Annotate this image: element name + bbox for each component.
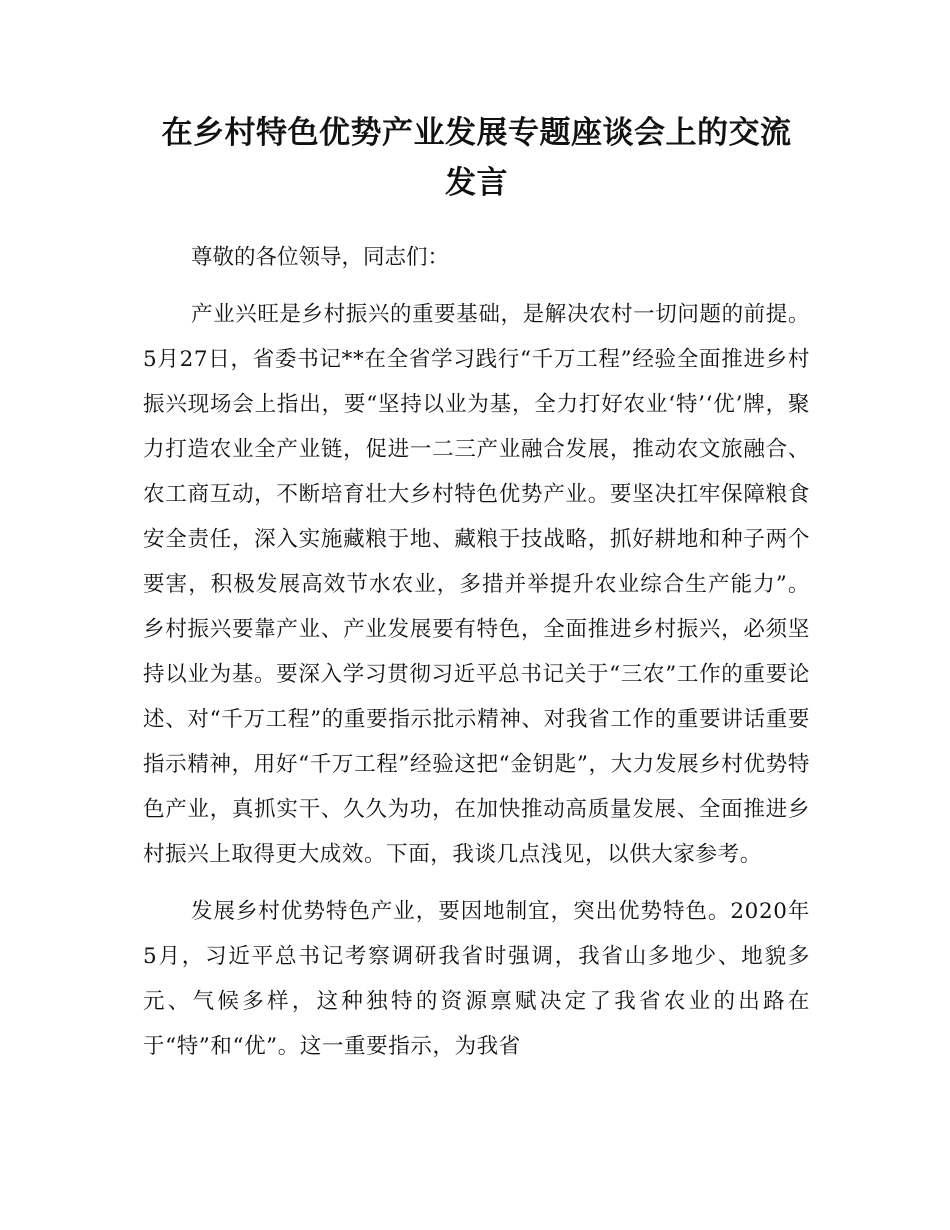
salutation: 尊敬的各位领导，同志们： [191, 245, 450, 270]
title-line-2: 发言 [445, 165, 508, 201]
document-title [143, 108, 810, 208]
body-paragraph-2: 发展乡村优势特色产业，要因地制宜，突出优势特色。2020年5月，习近平总书记考察调研我省时强调，我省山多地少、地貌多元、气候多样，这种独特的资源禀赋决定了我省农业的出路在于“特”和“优”。这一重要指示，为我省 [143, 899, 810, 1059]
body-paragraph-1: 产业兴旺是乡村振兴的重要基础，是解决农村一切问题的前提。5月27日，省委书记**在全省学习践行“千万工程”经验全面推进乡村振兴现场会上指出，要“坚持以业为基，全力打好农业‘特’‘优’牌，聚力打造农业全产业链，促进一二三产业融合发展，推动农文旅融合、农工商互动，不断培育壮大乡村特色优势产业。要坚决扛牢保障粮食安全责任，深入实施藏粮于地、藏粮于技战略，抓好耕地和种子两个要害，积极发展高效节水农业，多措并举提升农业综合生产能力”。乡村振兴要靠产业、产业发展要有特色，全面推进乡村振兴，必须坚持以业为基。要深入学习贯彻习近平总书记关于“三农”工作的重要论述、对“千万工程”的重要指示批示精神、对我省工作的重要讲话重要指示精神，用好“千万工程”经验这把“金钥匙”，大力发展乡村优势特色产业，真抓实干、久久为功，在加快推动高质量发展、全面推进乡村振兴上取得更大成效。下面，我谈几点浅见，以供大家参考。 [143, 302, 810, 867]
document-page [143, 108, 810, 1069]
title-line-1: 在乡村特色优势产业发展专题座谈会上的交流 [161, 115, 792, 151]
